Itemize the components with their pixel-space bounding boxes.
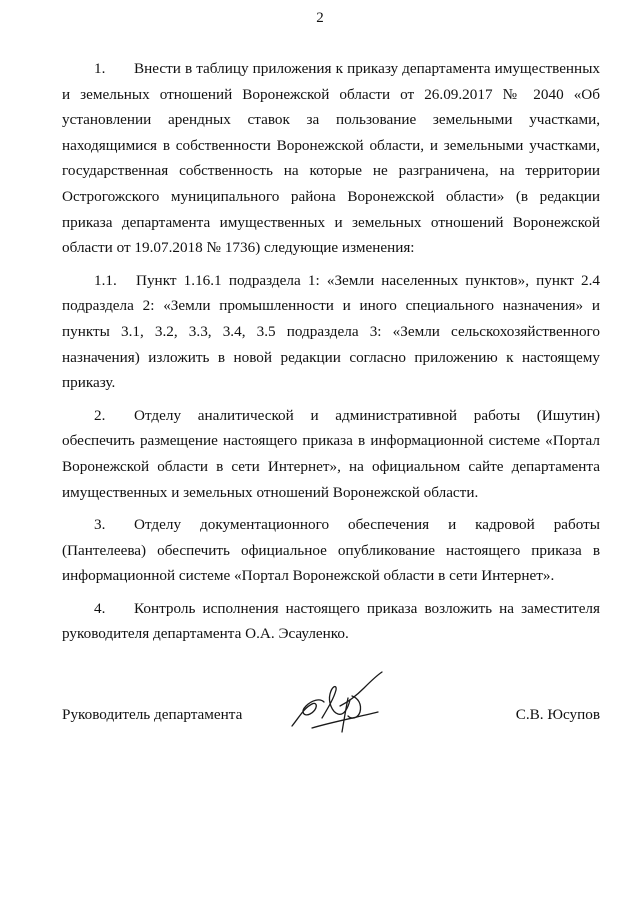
paragraph-number: 1.1.	[94, 271, 117, 289]
signature-block	[62, 690, 600, 750]
paragraph-number: 1.	[94, 60, 106, 77]
paragraph-text: Контроль исполнения настоящего приказа возложить на заместителя руководителя департамента О.А. Эсауленко.	[62, 599, 600, 643]
handwritten-signature	[282, 668, 392, 740]
signer-name: С.В. Юсупов	[515, 706, 600, 723]
paragraph-number: 2.	[94, 406, 106, 424]
paragraph-1-1	[62, 268, 600, 396]
paragraph-text: Пункт 1.16.1 подраздела 1: «Земли населенных пунктов», пункт 2.4 подраздела 2: «Земли промышленности и иного специального назначения» и пункты 3.1, 3.2, 3.3, 3.4, 3.5 подраздела 3: «Земли сельскохозяйственного назначения) изложить в новой редакции согласно приложению к настоящему приказу.	[62, 271, 600, 392]
paragraph-number: 4.	[94, 599, 106, 617]
paragraph-3	[62, 512, 600, 589]
paragraph-4	[62, 596, 600, 647]
paragraph-2	[62, 403, 600, 505]
page-number: 2	[316, 10, 324, 26]
paragraph-number: 3.	[94, 516, 106, 534]
paragraph-text: Внести в таблицу приложения к приказу департамента имущественных и земельных отношений Воронежской области от 26.09.2017 № 2040 «Об установлении арендных ставок за пользование земельными участками, находящимися в собственности Воронежской области, и земельными участками, государственная собственность на которые не разграничена, на территории Острогожского муниципального района Воронежской области» (в редакции приказа департамента имущественных и земельных отношений Воронежской области от 19.07.2018 № 1736) следующие изменения:	[62, 60, 600, 257]
paragraph-text: Отделу документационного обеспечения и кадровой работы (Пантелеева) обеспечить официальное опубликование настоящего приказа в информационной системе «Портал Воронежской области в сети Интернет».	[62, 516, 600, 585]
paragraph-1	[62, 56, 600, 261]
document-body	[62, 56, 600, 654]
signer-position: Руководитель департамента	[62, 706, 243, 723]
paragraph-text: Отделу аналитической и административной работы (Ишутин) обеспечить размещение настоящего приказа в информационной системе «Портал Воронежской области в сети Интернет», на официальном сайте департамента имущественных и земельных отношений Воронежской области.	[62, 406, 600, 501]
